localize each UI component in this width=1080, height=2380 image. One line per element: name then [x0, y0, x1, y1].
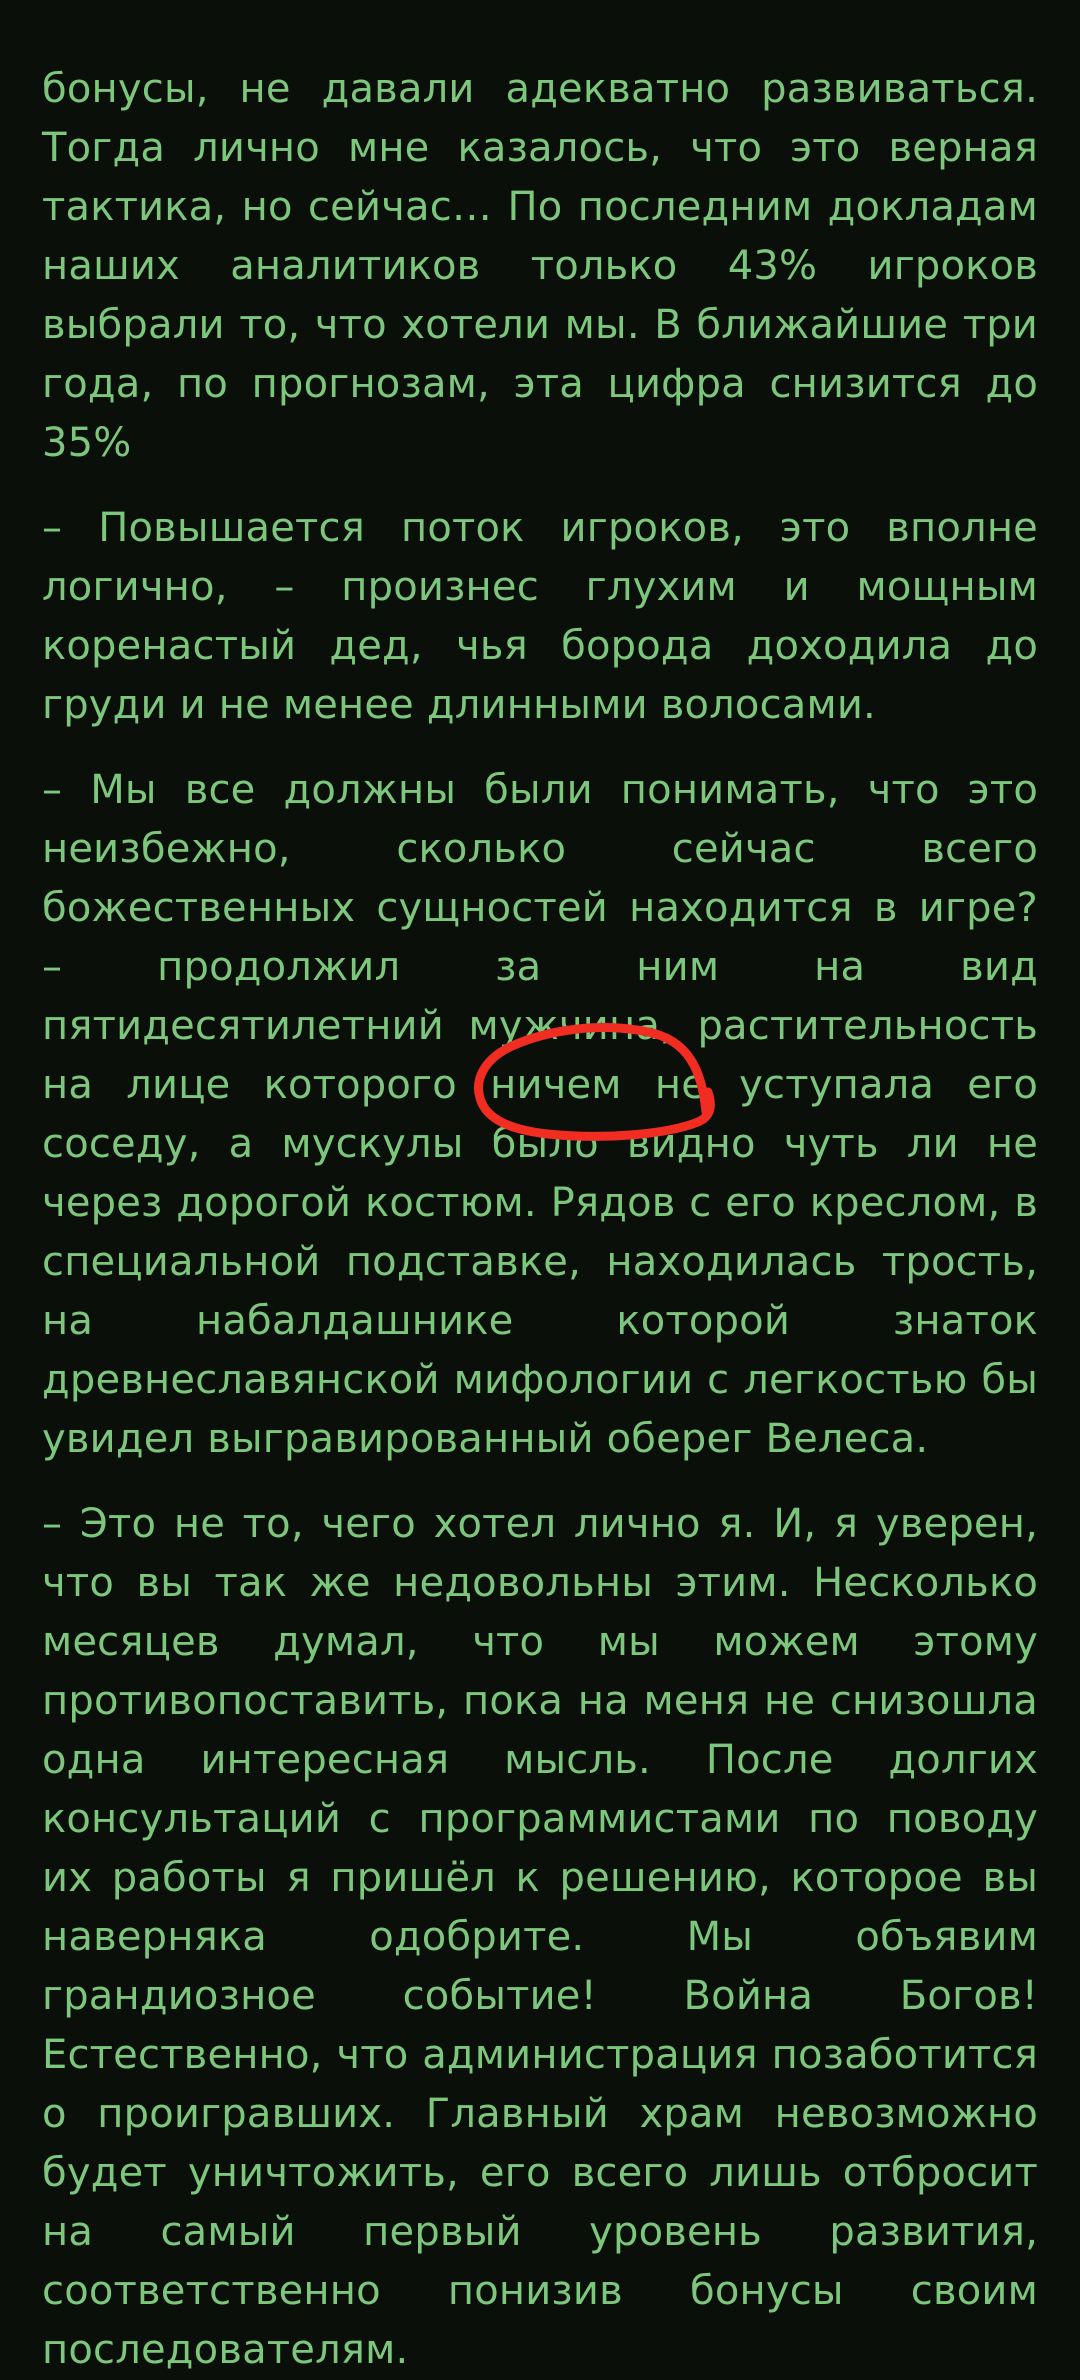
- paragraph: – Повышается поток игроков, это вполне логично, – произнес глухим и мощным коренастый дед, чья борода доходила до груди и не менее длинными волосами.: [42, 505, 1038, 728]
- book-text-body: [42, 60, 1038, 2380]
- paragraph: – Мы все должны были понимать, что это неизбежно, сколько сейчас всего божественных сущностей находится в игре? – продолжил за ним на вид пятидесятилетний мужчина, растительность на лице которого ничем не уступала его соседу, а мускулы было видно чуть ли не через дорогой костюм. Рядов с его креслом, в специальной подставке, находилась трость, на набалдашнике которой знаток древнеславянской мифологии с легкостью бы увидел выгравированный оберег Велеса.: [42, 767, 1038, 1462]
- paragraph: бонусы, не давали адекватно развиваться. Тогда лично мне казалось, что это верная тактика, но сейчас… По последним докладам наших аналитиков только 43% игроков выбрали то, что хотели мы. В ближайшие три года, по прогнозам, эта цифра снизится до 35%: [42, 66, 1038, 466]
- paragraph: – Это не то, чего хотел лично я. И, я уверен, что вы так же недовольны этим. Несколько месяцев думал, что мы можем этому противопоставить, пока на меня не снизошла одна интересная мысль. После долгих консультаций с программистами по поводу их работы я пришёл к решению, которое вы наверняка одобрите. Мы объявим грандиозное событие! Война Богов! Естественно, что администрация позаботится о проигравших. Главный храм невозможно будет уничтожить, его всего лишь отбросит на самый первый уровень развития, соответственно понизив бонусы своим последователям.: [42, 1501, 1038, 2373]
